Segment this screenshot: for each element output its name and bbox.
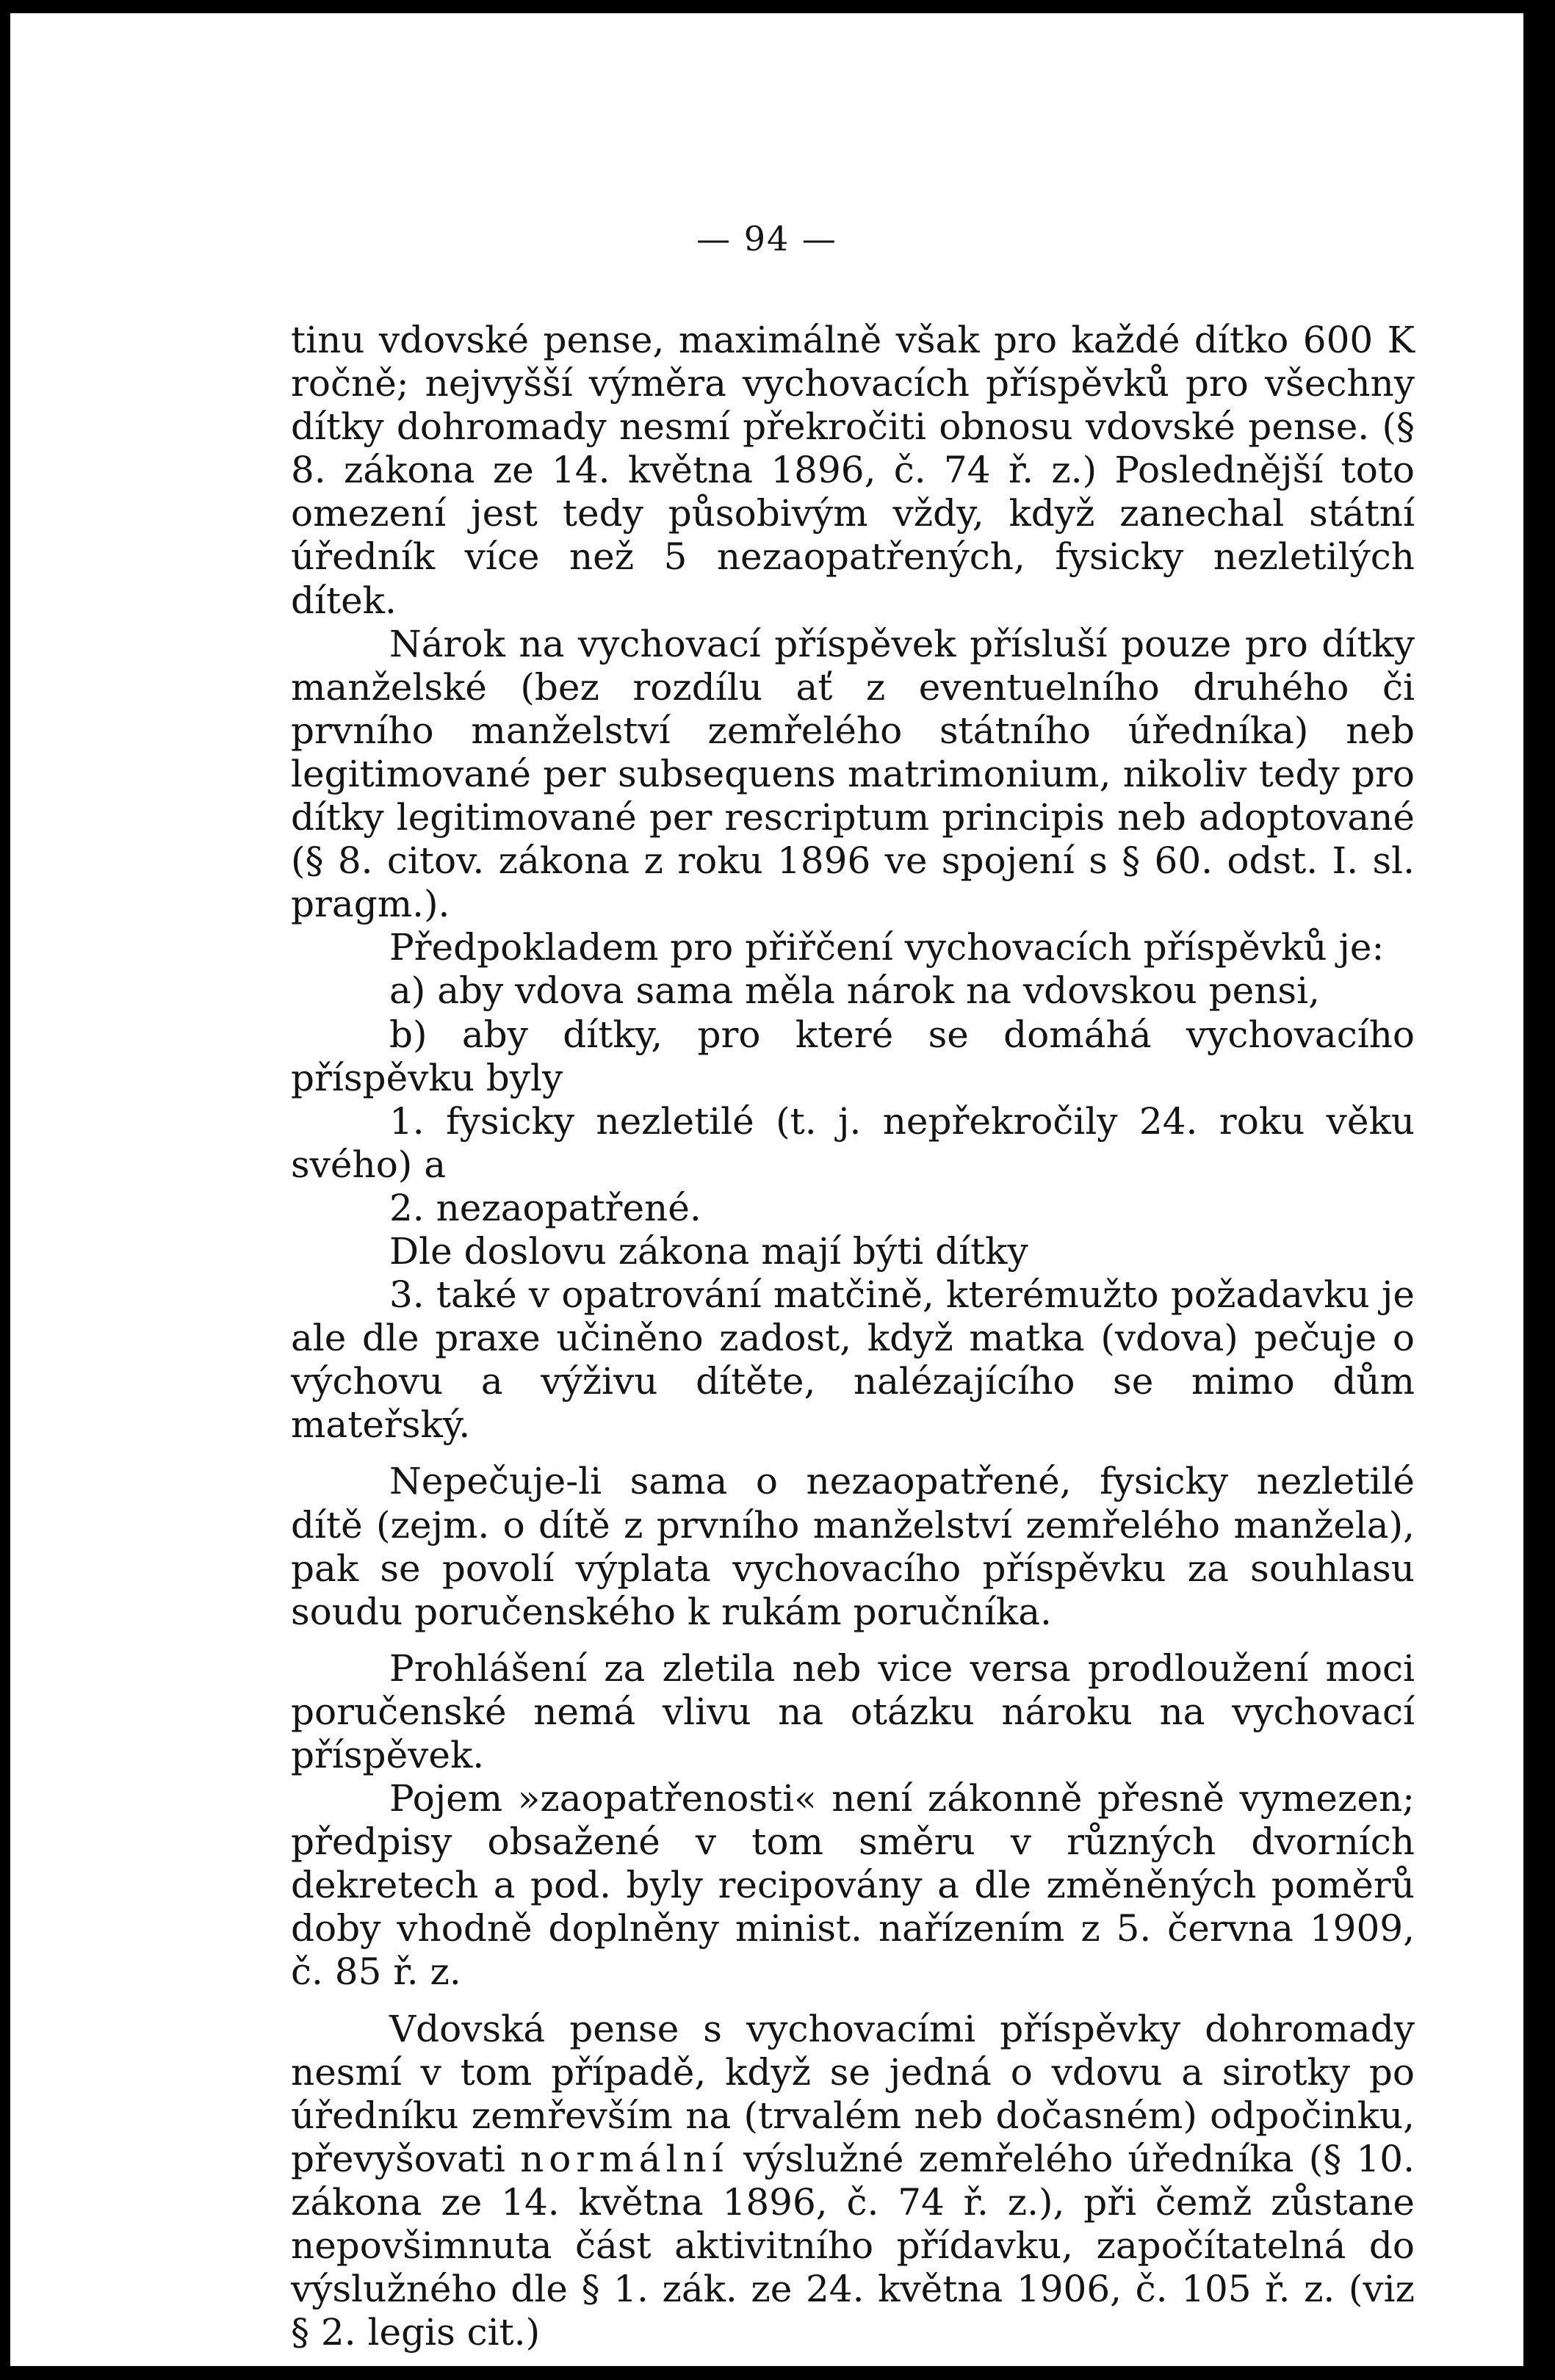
- paragraph-guardian: Nepečuje-li sama o nezaopatřené, fysicky nezletilé dítě (zejm. o dítě z prvního manželství zemřelého manžela), pak se povolí výplata vychovacího příspěvku za souhlasu soudu poručenského k rukám poručníka.: [291, 1460, 1415, 1633]
- widow-pension-text-before: Vdovská pense s vychovacími příspěvky dohromady nesmí v tom případě, když se jedná o vdovu a sirotky po úředníku zemřevším na (trvalém neb dočasném) odpočinku, převyšovati: [291, 2007, 1415, 2180]
- list-item-b: b) aby dítky, pro které se domáhá vychovacího příspěvku byly: [291, 1013, 1415, 1099]
- list-item-1: 1. fysicky nezletilé (t. j. nepřekročily 24. roku věku svého) a: [291, 1099, 1415, 1186]
- book-page: [10, 13, 1523, 2366]
- widow-pension-text-after: výslužné zemřelého úředníka (§ 10. zákona ze 14. května 1896, č. 74 ř. z.), při čemž zůstane nepovšimnuta část aktivitního přídavku, započítatelná do výslužného dle § 1. zák. ze 24. května 1906, č. 105 ř. z. (viz § 2. legis cit.): [291, 2137, 1415, 2354]
- paragraph-widow-pension-cap: [291, 2008, 1415, 2355]
- paragraph-entitlement: Nárok na vychovací příspěvek přísluší pouze pro dítky manželské (bez rozdílu ať z eventuelního druhého či prvního manželství zemřelého státního úředníka) neb legitimované per subsequens matrimonium, nikoliv tedy pro dítky legitimované per rescriptum principis neb adoptované (§ 8. citov. zákona z roku 1896 ve spojení s § 60. odst. I. sl. pragm.).: [291, 622, 1415, 926]
- paragraph-provision-concept: Pojem »zaopatřenosti« není zákonně přesně vymezen; předpisy obsažené v tom směru v různých dvorních dekretech a pod. byly recipovány a dle změněných poměrů doby vhodně doplněny minist. nařízením z 5. června 1909, č. 85 ř. z.: [291, 1777, 1415, 1994]
- body-text: [291, 319, 1415, 2354]
- list-item-3: 3. také v opatrování matčině, kterémužto požadavku je ale dle praxe učiněno zadost, když matka (vdova) pečuje o výchovu a výživu dítěte, nalézajícího se mimo dům mateřský.: [291, 1273, 1415, 1447]
- paragraph-literal-law: Dle doslovu zákona mají býti dítky: [389, 1229, 1028, 1273]
- paragraph-majority: Prohlášení za zletila neb vice versa prodloužení moci poručenské nemá vlivu na otázku nároku na vychovací příspěvek.: [291, 1646, 1415, 1776]
- paragraph-pension-limit: tinu vdovské pense, maximálně však pro každé dítko 600 K ročně; nejvyšší výměra vychovacích příspěvků pro všechny dítky dohromady nesmí překročiti obnosu vdovské pense. (§ 8. zákona ze 14. května 1896, č. 74 ř. z.) Poslednější toto omezení jest tedy působivým vždy, když zanechal státní úředník více než 5 nezaopatřených, fysicky nezletilých dítek.: [291, 319, 1415, 622]
- paragraph-prerequisites: Předpokladem pro přiřčení vychovacích příspěvků je:: [389, 926, 1385, 969]
- list-item-a: a) aby vdova sama měla nárok na vdovskou pensi,: [389, 969, 1320, 1013]
- list-item-2: 2. nezaopatřené.: [389, 1186, 701, 1229]
- page-number: — 94 —: [696, 219, 837, 258]
- emphasized-normal-word: normální: [520, 2137, 729, 2180]
